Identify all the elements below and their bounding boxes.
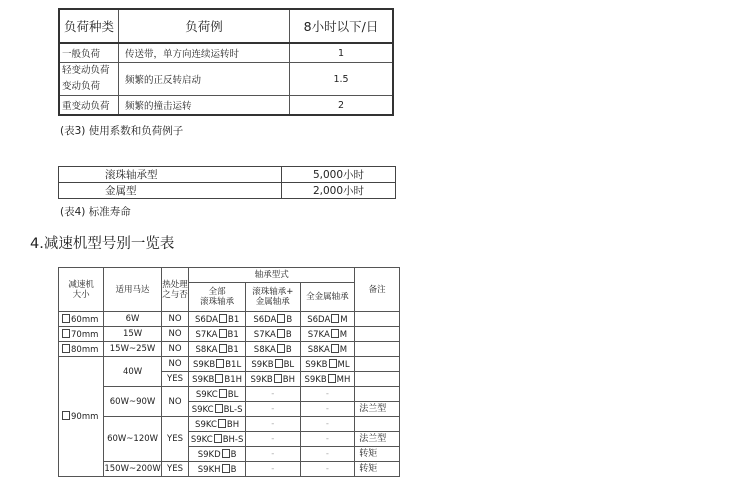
header-load-type: 负荷种类 bbox=[59, 9, 119, 43]
box-icon bbox=[62, 411, 70, 420]
header-bearing: 轴承型式 bbox=[189, 268, 355, 283]
mixed-model: S7KA B bbox=[245, 327, 300, 342]
metal-model: S6DA M bbox=[300, 312, 355, 327]
metal-model: S8KA M bbox=[300, 342, 355, 357]
header-heat bbox=[161, 268, 189, 312]
box-icon bbox=[218, 419, 226, 428]
motor-cell: 15W~25W bbox=[104, 342, 161, 357]
header-size-line1: 减速机 bbox=[68, 279, 94, 290]
box-icon bbox=[331, 344, 339, 353]
header-heat-line1: 热处理 bbox=[162, 279, 188, 290]
all-ball-model: S9KB B1H bbox=[189, 372, 246, 387]
metal-model: S7KA M bbox=[300, 327, 355, 342]
table-row bbox=[59, 167, 396, 183]
all-ball-model: S9KC BH bbox=[189, 417, 246, 432]
box-icon bbox=[222, 449, 230, 458]
mixed-model: S8KA B bbox=[245, 342, 300, 357]
heat-cell: NO bbox=[161, 312, 189, 327]
box-icon bbox=[277, 329, 285, 338]
bearing-life: 5,000小时 bbox=[282, 167, 396, 183]
load-type bbox=[59, 63, 119, 96]
metal-model: - bbox=[300, 387, 355, 402]
all-ball-model: S9KH B bbox=[189, 462, 246, 477]
heat-cell: YES bbox=[161, 372, 189, 387]
metal-model: - bbox=[300, 432, 355, 447]
note-cell bbox=[355, 312, 400, 327]
table-row bbox=[59, 327, 400, 342]
heat-cell: YES bbox=[161, 417, 189, 462]
header-size bbox=[59, 268, 104, 312]
motor-cell: 60W~90W bbox=[104, 387, 161, 417]
load-example: 频繁的正反转启动 bbox=[119, 63, 290, 96]
box-icon bbox=[62, 329, 70, 338]
note-cell bbox=[355, 327, 400, 342]
header-mixed-line1: 滚珠轴承+ bbox=[252, 287, 294, 297]
box-icon bbox=[329, 359, 337, 368]
note-cell bbox=[355, 342, 400, 357]
table-row bbox=[59, 357, 400, 372]
header-heat-line2: 之与否 bbox=[162, 289, 188, 300]
motor-cell: 6W bbox=[104, 312, 161, 327]
table-row bbox=[59, 387, 400, 402]
bearing-life: 2,000小时 bbox=[282, 183, 396, 199]
heat-cell: NO bbox=[161, 357, 189, 372]
note-cell bbox=[355, 372, 400, 387]
metal-model: S9KB ML bbox=[300, 357, 355, 372]
box-icon bbox=[328, 374, 336, 383]
all-ball-model: S9KB B1L bbox=[189, 357, 246, 372]
box-icon bbox=[331, 329, 339, 338]
table-row bbox=[59, 462, 400, 477]
bearing-type: 滚珠轴承型 bbox=[59, 167, 282, 183]
note-cell bbox=[355, 417, 400, 432]
box-icon bbox=[214, 434, 222, 443]
metal-model: - bbox=[300, 417, 355, 432]
size-cell: 90mm bbox=[59, 357, 104, 477]
mixed-model: - bbox=[245, 387, 300, 402]
header-load-example: 负荷例 bbox=[119, 9, 290, 43]
note-cell: 转矩 bbox=[355, 447, 400, 462]
box-icon bbox=[219, 314, 227, 323]
box-icon bbox=[277, 344, 285, 353]
load-factor: 2 bbox=[290, 96, 394, 116]
all-ball-model: S9KC BH-S bbox=[189, 432, 246, 447]
header-motor: 适用马达 bbox=[104, 268, 161, 312]
model-list-table bbox=[58, 267, 400, 477]
mixed-model: - bbox=[245, 432, 300, 447]
header-all-line1: 全部 bbox=[208, 287, 226, 297]
size-cell: 60mm bbox=[59, 312, 104, 327]
load-type: 重变动负荷 bbox=[59, 96, 119, 116]
mixed-model: S9KB BH bbox=[245, 372, 300, 387]
all-ball-model: S9KC BL bbox=[189, 387, 246, 402]
table-header-row bbox=[59, 268, 400, 283]
box-icon bbox=[275, 359, 283, 368]
load-example: 传送带，单方向连续运转时 bbox=[119, 43, 290, 63]
table-row bbox=[59, 417, 400, 432]
box-icon bbox=[331, 314, 339, 323]
box-icon bbox=[222, 464, 230, 473]
note-cell bbox=[355, 357, 400, 372]
mixed-model: S6DA B bbox=[245, 312, 300, 327]
table3-caption: (表3) 使用系数和负荷例子 bbox=[60, 125, 184, 137]
table-row bbox=[59, 63, 393, 96]
header-all-ball bbox=[189, 283, 246, 312]
load-type-line2: 变动负荷 bbox=[62, 81, 101, 92]
header-note: 备注 bbox=[355, 268, 400, 312]
box-icon bbox=[274, 374, 282, 383]
table-row bbox=[59, 312, 400, 327]
table-row bbox=[59, 96, 393, 116]
box-icon bbox=[219, 329, 227, 338]
load-factor: 1 bbox=[290, 43, 394, 63]
mixed-model: - bbox=[245, 402, 300, 417]
table-row bbox=[59, 342, 400, 357]
table-row bbox=[59, 183, 396, 199]
note-cell: 法兰型 bbox=[355, 402, 400, 417]
note-cell: 法兰型 bbox=[355, 432, 400, 447]
all-ball-model: S9KD B bbox=[189, 447, 246, 462]
all-ball-model: S7KA B1 bbox=[189, 327, 246, 342]
header-mixed bbox=[245, 283, 300, 312]
box-icon bbox=[215, 374, 223, 383]
motor-cell: 15W bbox=[104, 327, 161, 342]
all-ball-model: S6DA B1 bbox=[189, 312, 246, 327]
box-icon bbox=[215, 404, 223, 413]
standard-life-table bbox=[58, 166, 396, 199]
load-example: 频繁的撞击运转 bbox=[119, 96, 290, 116]
mixed-model: S9KB BL bbox=[245, 357, 300, 372]
metal-model: - bbox=[300, 447, 355, 462]
load-type-line1: 轻变动负荷 bbox=[62, 65, 110, 76]
header-factor: 8小时以下/日 bbox=[290, 9, 394, 43]
metal-model: - bbox=[300, 462, 355, 477]
header-metal: 全金属轴承 bbox=[300, 283, 355, 312]
size-cell: 80mm bbox=[59, 342, 104, 357]
box-icon bbox=[62, 344, 70, 353]
motor-cell: 40W bbox=[104, 357, 161, 387]
table-row bbox=[59, 43, 393, 63]
note-cell bbox=[355, 387, 400, 402]
usage-factor-table bbox=[58, 8, 394, 116]
bearing-type: 金属型 bbox=[59, 183, 282, 199]
box-icon bbox=[219, 389, 227, 398]
size-cell: 70mm bbox=[59, 327, 104, 342]
mixed-model: - bbox=[245, 447, 300, 462]
header-mixed-line2: 金属轴承 bbox=[255, 297, 290, 307]
heat-cell: NO bbox=[161, 342, 189, 357]
load-factor: 1.5 bbox=[290, 63, 394, 96]
heat-cell: NO bbox=[161, 387, 189, 417]
load-type: 一般负荷 bbox=[59, 43, 119, 63]
heat-cell: YES bbox=[161, 462, 189, 477]
all-ball-model: S8KA B1 bbox=[189, 342, 246, 357]
mixed-model: - bbox=[245, 417, 300, 432]
note-cell: 转矩 bbox=[355, 462, 400, 477]
table4-caption: (表4) 标准寿命 bbox=[60, 206, 131, 218]
box-icon bbox=[219, 344, 227, 353]
metal-model: S9KB MH bbox=[300, 372, 355, 387]
motor-cell: 60W~120W bbox=[104, 417, 161, 462]
heat-cell: NO bbox=[161, 327, 189, 342]
box-icon bbox=[216, 359, 224, 368]
box-icon bbox=[277, 314, 285, 323]
all-ball-model: S9KC BL-S bbox=[189, 402, 246, 417]
metal-model: - bbox=[300, 402, 355, 417]
header-all-line2: 滚珠轴承 bbox=[200, 297, 235, 307]
section-heading: 4.减速机型号别一览表 bbox=[30, 236, 175, 252]
header-size-line2: 大小 bbox=[72, 289, 90, 300]
box-icon bbox=[62, 314, 70, 323]
table-header-row bbox=[59, 9, 393, 43]
motor-cell: 150W~200W bbox=[104, 462, 161, 477]
mixed-model: - bbox=[245, 462, 300, 477]
